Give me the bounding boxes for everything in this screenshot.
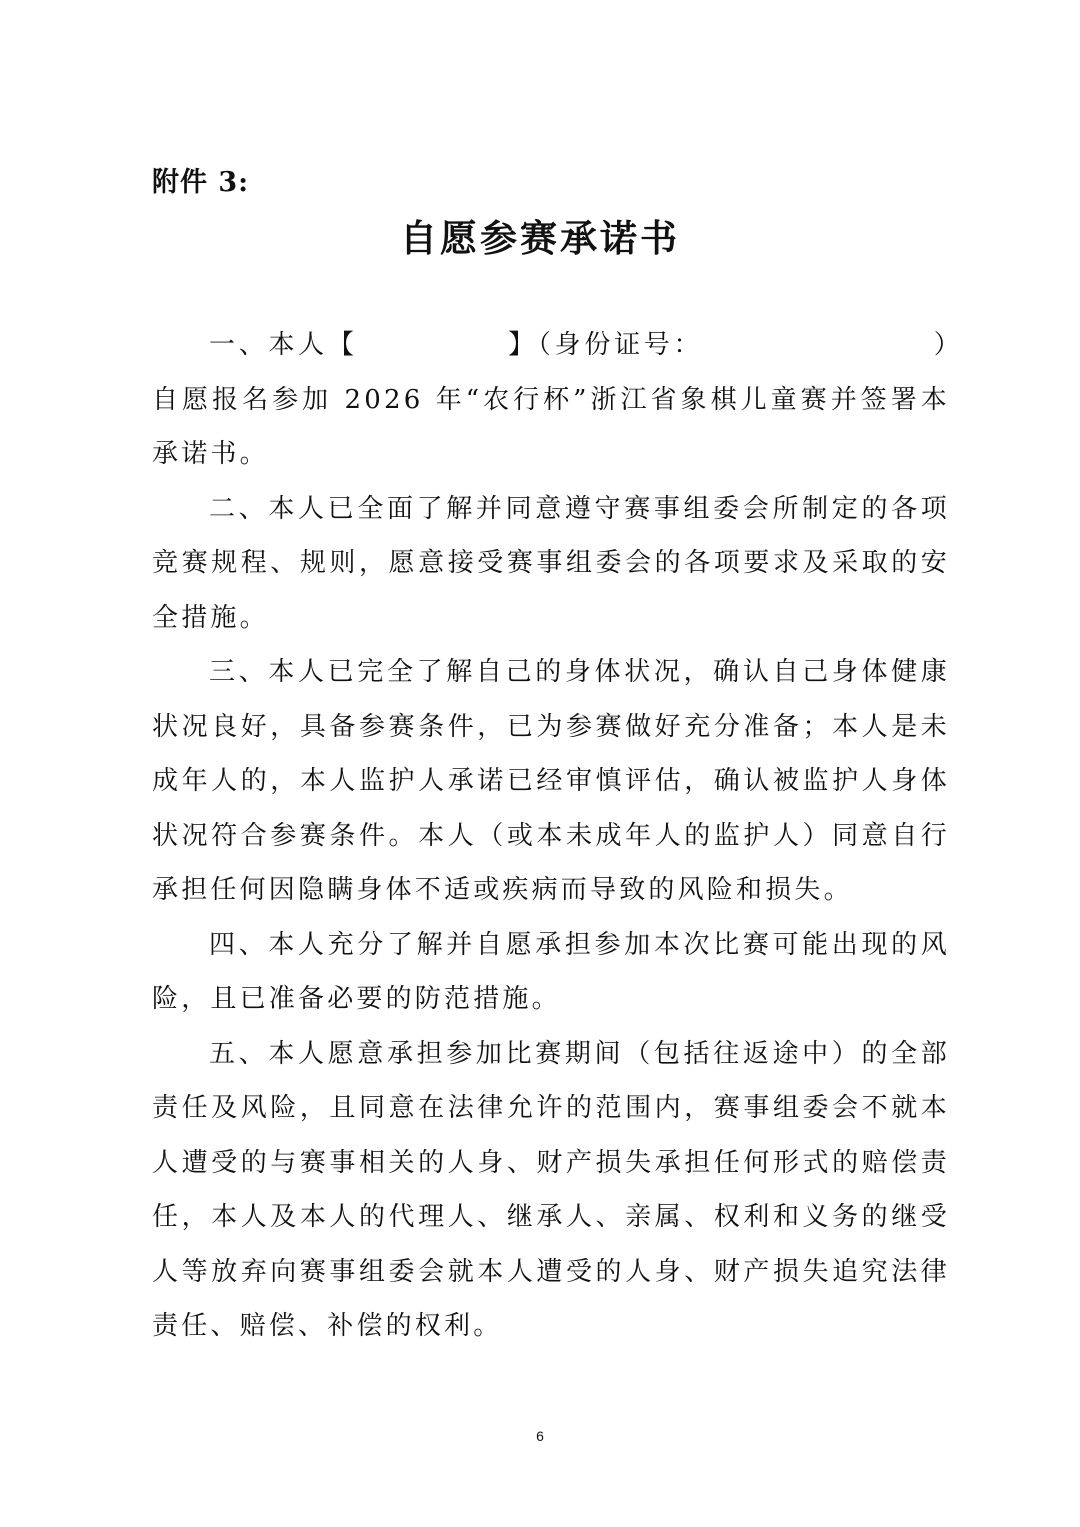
paragraph-2: 二、本人已全面了解并同意遵守赛事组委会所制定的各项竞赛规程、规则，愿意接受赛事组委会的各项要求及采取的安全措施。 [152,493,950,633]
page-number: 6 [536,1428,544,1444]
paragraph-1-after-name: 】（身份证号： [507,330,704,360]
paragraph-1 [152,318,950,482]
attachment-label: 附件 3: [152,167,250,198]
paragraph-1-before-name: 一、本人【 [209,330,358,360]
document-body [152,318,950,1354]
paragraph-3: 三、本人已完全了解自己的身体状况，确认自己身体健康状况良好，具备参赛条件，已为参赛做好充分准备；本人是未成年人的，本人监护人承诺已经审慎评估，确认被监护人身体状况符合参赛条件。本人（或本未成年人的监护人）同意自行承担任何因隐瞒身体不适或疾病而导致的风险和损失。 [152,657,950,905]
page-title: 自愿参赛承诺书 [400,216,680,260]
paragraph-5: 五、本人愿意承担参加比赛期间（包括往返途中）的全部责任及风险，且同意在法律允许的范围内，赛事组委会不就本人遭受的与赛事相关的人身、财产损失承担任何形式的赔偿责任，本人及本人的代理人、继承人、亲属、权利和义务的继受人等放弃向赛事组委会就本人遭受的人身、财产损失追究法律责任、赔偿、补偿的权利。 [152,1038,950,1341]
paragraph-1-after-id: ）自愿报名参加 2026 年“农行杯”浙江省象棋儿童赛并签署本承诺书。 [152,330,950,469]
paragraph-4: 四、本人充分了解并自愿承担参加本次比赛可能出现的风险，且已准备必要的防范措施。 [152,929,950,1014]
